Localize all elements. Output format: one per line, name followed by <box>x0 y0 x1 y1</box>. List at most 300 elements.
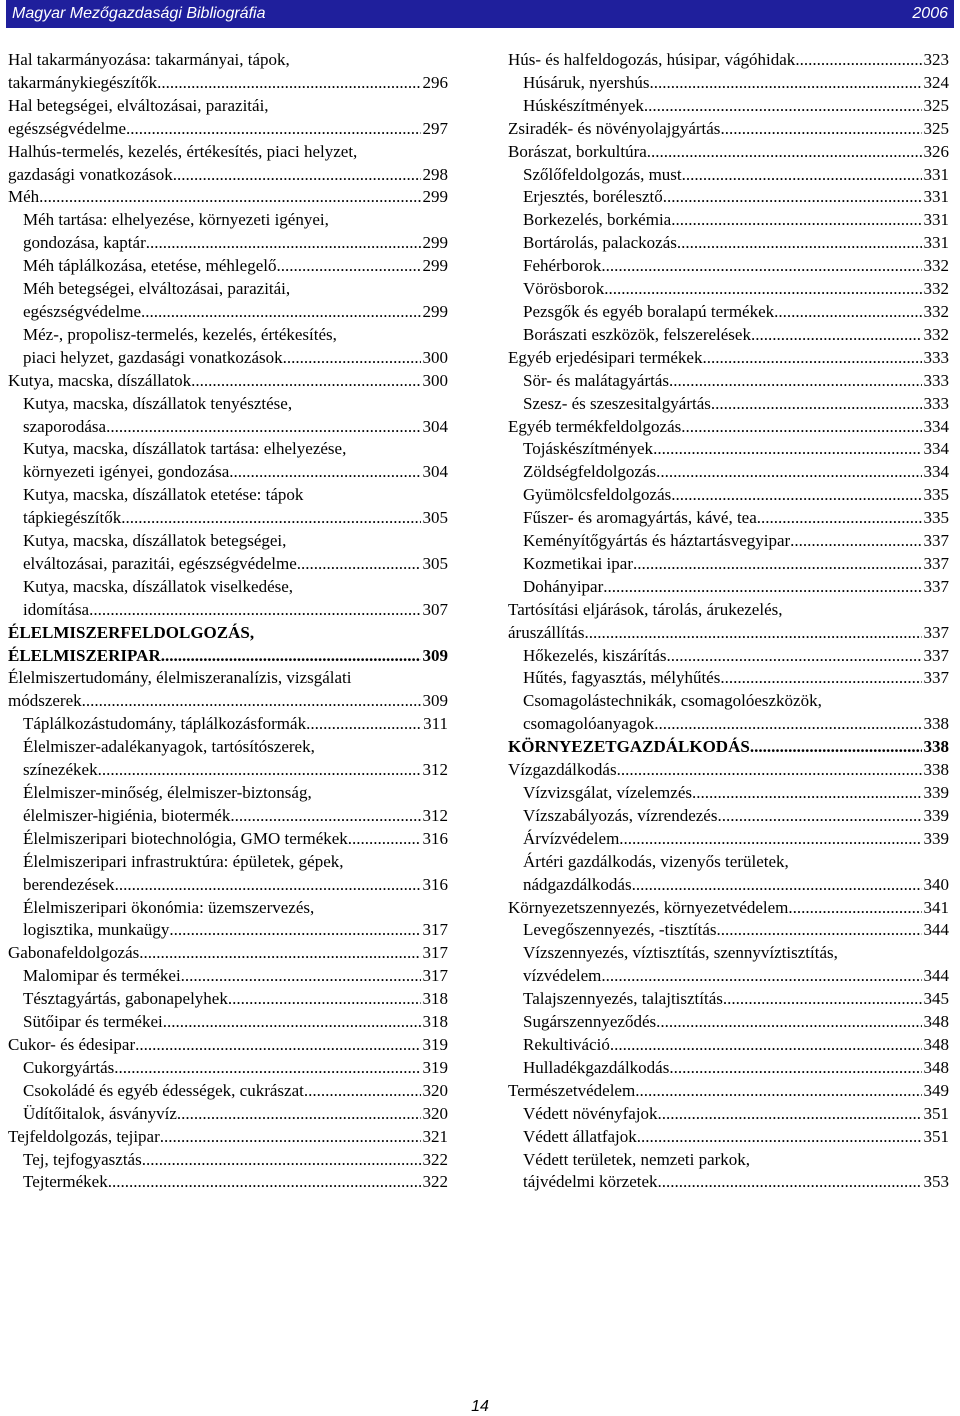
toc-entry-text: Borkezelés, borkémia <box>523 210 672 230</box>
dot-leader <box>692 782 922 805</box>
toc-entry-text: Levegőszennyezés, -tisztítás <box>523 920 717 940</box>
dot-leader <box>669 370 922 393</box>
page-header <box>6 0 954 28</box>
toc-entry-page: 311 <box>423 714 448 734</box>
toc-entry-page: 318 <box>422 1012 448 1032</box>
dot-leader <box>230 805 420 828</box>
dot-leader <box>181 965 421 988</box>
toc-entry-page: 299 <box>422 301 448 321</box>
toc-entry <box>8 49 448 95</box>
toc-entry-text: egészségvédelme <box>8 118 126 138</box>
toc-entry <box>8 370 448 393</box>
toc-entry-page: 300 <box>422 347 448 367</box>
dot-leader <box>717 919 922 942</box>
dot-leader <box>751 324 922 347</box>
toc-entry <box>508 828 949 851</box>
toc-entry-text: Méh tartása: elhelyezése, környezeti igényei, <box>23 210 329 230</box>
dot-leader <box>160 1126 421 1149</box>
toc-entry-page: 317 <box>422 943 448 963</box>
toc-entry-page: 316 <box>422 828 448 848</box>
toc-entry-page: 338 <box>923 760 949 780</box>
dot-leader <box>276 255 420 278</box>
dot-leader <box>98 759 421 782</box>
dot-leader <box>173 164 421 187</box>
toc-entry-page: 325 <box>923 118 949 138</box>
dot-leader <box>681 416 921 439</box>
dot-leader <box>584 622 921 645</box>
toc-entry-text: Szőlőfeldolgozás, must <box>523 164 682 184</box>
dot-leader <box>717 805 921 828</box>
toc-entry-page: 305 <box>422 508 448 528</box>
toc-entry-text: Borászati eszközök, felszerelések <box>523 324 751 344</box>
dot-leader <box>632 874 922 897</box>
toc-entry <box>508 1034 949 1057</box>
toc-entry-page: 334 <box>923 462 949 482</box>
toc-entry-text: Sütőipar és termékei <box>23 1012 163 1032</box>
toc-entry-page: 331 <box>923 233 949 253</box>
toc-entry-page: 334 <box>923 416 949 436</box>
toc-entry <box>508 919 949 942</box>
toc-entry <box>8 1149 448 1172</box>
toc-entry-page: 344 <box>923 966 949 986</box>
toc-entry-page: 337 <box>923 553 949 573</box>
toc-entry-text: Ártéri gazdálkodás, vizenyős területek, <box>523 851 789 871</box>
toc-entry-page: 348 <box>923 1012 949 1032</box>
toc-entry-text: Rekultiváció <box>523 1034 610 1054</box>
dot-leader <box>115 874 421 897</box>
dot-leader <box>667 645 922 668</box>
toc-entry-page: 318 <box>422 989 448 1009</box>
toc-entry-page: 338 <box>923 714 949 734</box>
toc-entry-text: Vízszabályozás, vízrendezés <box>523 805 718 825</box>
toc-entry-text: Méh táplálkozása, etetése, méhlegelő <box>23 256 277 276</box>
toc-entry-page: 332 <box>923 324 949 344</box>
toc-entry-text: nádgazdálkodás <box>523 874 632 894</box>
dot-leader <box>669 1057 921 1080</box>
toc-entry-text: színezékek <box>23 760 98 780</box>
toc-entry-page: 299 <box>422 187 448 207</box>
toc-entry-page: 326 <box>923 141 949 161</box>
toc-entry-text: Védett állatfajok <box>523 1126 637 1146</box>
toc-entry-text: Fehérborok <box>523 256 602 276</box>
toc-entry-text: Kutya, macska, díszállatok betegségei, <box>23 531 287 551</box>
toc-entry-page: 337 <box>923 622 949 642</box>
dot-leader <box>82 690 421 713</box>
toc-entry-text: Tartósítási eljárások, tárolás, árukezelés, <box>508 599 783 619</box>
toc-entry-page: 331 <box>923 164 949 184</box>
toc-entry <box>508 416 949 439</box>
dot-leader <box>723 988 922 1011</box>
dot-leader <box>671 209 921 232</box>
page-number: 14 <box>471 1398 489 1415</box>
toc-entry-page: 339 <box>923 805 949 825</box>
toc-entry-text: Borászat, borkultúra <box>508 141 647 161</box>
dot-leader <box>610 1034 922 1057</box>
dot-leader <box>774 301 921 324</box>
toc-entry <box>8 1011 448 1034</box>
toc-entry-page: 299 <box>422 233 448 253</box>
toc-entry-page: 309 <box>422 645 448 665</box>
toc-entry-text: Szesz- és szeszesitalgyártás <box>523 393 711 413</box>
toc-entry-page: 320 <box>422 1103 448 1123</box>
dot-leader <box>142 1149 421 1172</box>
toc-entry <box>8 782 448 828</box>
toc-entry <box>508 1080 949 1103</box>
toc-entry-text: Természetvédelem <box>508 1080 636 1100</box>
toc-entry <box>508 438 949 461</box>
toc-entry-page: 353 <box>923 1172 949 1192</box>
toc-entry <box>8 713 448 736</box>
toc-entry-text: Méz-, propolisz-termelés, kezelés, értékesítés, <box>23 324 337 344</box>
toc-entry <box>508 141 949 164</box>
toc-entry-text: Védett növényfajok <box>523 1103 658 1123</box>
dot-leader <box>790 530 921 553</box>
toc-entry <box>8 1103 448 1126</box>
toc-entry-page: 351 <box>923 1103 949 1123</box>
toc-entry-text: Zsiradék- és növényolajgyártás <box>508 118 721 138</box>
dot-leader <box>229 461 420 484</box>
dot-leader <box>682 164 922 187</box>
toc-entry-text: Árvízvédelem <box>523 828 620 848</box>
toc-entry <box>508 599 949 645</box>
dot-leader <box>39 186 420 209</box>
toc-entry <box>508 164 949 187</box>
toc-entry-text: Csomagolástechnikák, csomagolóeszközök, <box>523 691 822 711</box>
toc-entry-text: gazdasági vonatkozások <box>8 164 173 184</box>
toc-entry <box>508 1126 949 1149</box>
dot-leader <box>191 370 420 393</box>
toc-entry-page: 324 <box>923 72 949 92</box>
toc-entry <box>508 942 949 988</box>
dot-leader <box>306 713 421 736</box>
toc-entry-text: Vízvizsgálat, vízelemzés <box>523 783 692 802</box>
dot-leader <box>757 507 922 530</box>
toc-entry-text: egészségvédelme <box>23 301 141 321</box>
toc-entry <box>508 507 949 530</box>
dot-leader <box>650 72 922 95</box>
toc-entry-page: 348 <box>923 1057 949 1077</box>
toc-entry-page: 331 <box>923 210 949 230</box>
toc-entry-page: 339 <box>923 783 949 802</box>
toc-entry <box>508 645 949 668</box>
toc-entry-page: 312 <box>422 805 448 825</box>
toc-entry-text: Védett területek, nemzeti parkok, <box>523 1149 751 1169</box>
toc-entry <box>508 461 949 484</box>
dot-leader <box>635 1080 921 1103</box>
toc-entry <box>508 347 949 370</box>
dot-leader <box>658 1171 922 1194</box>
dot-leader <box>658 1103 922 1126</box>
toc-entry-text: Tejfeldolgozás, tejipar <box>8 1126 160 1146</box>
toc-entry <box>8 851 448 897</box>
toc-entry-text: Cukorgyártás <box>23 1057 115 1077</box>
toc-entry-page: 297 <box>422 118 448 138</box>
toc-entry <box>508 897 949 920</box>
toc-entry <box>508 95 949 118</box>
toc-entry-page: 333 <box>923 347 949 367</box>
toc-entry-text: Vízszennyezés, víztisztítás, szennyvíztisztítás, <box>523 943 838 963</box>
toc-entry-page: 344 <box>923 920 949 940</box>
toc-entry-page: 304 <box>422 416 448 436</box>
toc-entry-text: Gabonafeldolgozás <box>8 943 140 963</box>
toc-entry-text: Élelmiszer-adalékanyagok, tartósítószerek, <box>23 737 315 757</box>
dot-leader <box>139 942 420 965</box>
toc-entry-text: Hőkezelés, kiszárítás <box>523 645 667 665</box>
toc-entry-text: tápkiegészítők <box>23 508 122 528</box>
toc-entry <box>508 1057 949 1080</box>
toc-entry-page: 298 <box>422 164 448 184</box>
dot-leader <box>163 1011 421 1034</box>
toc-entry-text: Üdítőitalok, ásványvíz <box>23 1103 177 1123</box>
dot-leader <box>654 713 921 736</box>
toc-entry-text: takarmánykiegészítők <box>8 72 158 92</box>
toc-entry <box>8 278 448 324</box>
toc-entry-text: Sugárszennyeződés <box>523 1012 657 1032</box>
dot-leader <box>795 49 921 72</box>
toc-entry <box>8 965 448 988</box>
dot-leader <box>644 95 922 118</box>
dot-leader <box>604 278 921 301</box>
toc-entry <box>508 232 949 255</box>
dot-leader <box>671 484 921 507</box>
toc-entry-text: Erjesztés, borélesztő <box>523 187 663 207</box>
toc-entry-text: piaci helyzet, gazdasági vonatkozások <box>23 347 283 367</box>
toc-entry <box>8 324 448 370</box>
toc-entry <box>8 1034 448 1057</box>
toc-entry-page: 337 <box>923 576 949 596</box>
dot-leader <box>663 186 922 209</box>
dot-leader <box>711 393 922 416</box>
toc-entry-text: Fűszer- és aromagyártás, kávé, tea <box>523 508 757 528</box>
toc-entry-text: Halhús-termelés, kezelés, értékesítés, piaci helyzet, <box>8 141 358 161</box>
dot-leader <box>603 576 921 599</box>
toc-entry <box>8 667 448 713</box>
toc-entry <box>508 484 949 507</box>
dot-leader <box>106 416 420 439</box>
dot-leader <box>126 118 421 141</box>
toc-entry-page: 325 <box>923 95 949 115</box>
dot-leader <box>348 828 421 851</box>
toc-entry-page: 316 <box>422 874 448 894</box>
toc-entry <box>8 209 448 255</box>
toc-entry-text: Tejtermékek <box>23 1172 108 1192</box>
toc-entry-text: KÖRNYEZETGAZDÁLKODÁS <box>508 737 750 757</box>
dot-leader <box>161 645 421 668</box>
toc-entry-page: 317 <box>422 966 448 986</box>
toc-entry-page: 309 <box>422 691 448 711</box>
dot-leader <box>141 301 421 324</box>
toc-entry-text: Csokoládé és egyéb édességek, cukrászat <box>23 1080 304 1100</box>
toc-entry <box>508 324 949 347</box>
toc-entry-text: Tojáskészítmények <box>523 439 654 459</box>
dot-leader <box>647 141 922 164</box>
dot-leader <box>617 759 922 782</box>
toc-entry-text: Kutya, macska, díszállatok tartása: elhelyezése, <box>23 439 347 459</box>
toc-entry-page: 332 <box>923 256 949 276</box>
toc-entry-text: Hal betegségei, elváltozásai, parazitái, <box>8 95 269 115</box>
dot-leader <box>656 461 921 484</box>
toc-entry <box>8 141 448 187</box>
dot-leader <box>601 255 921 278</box>
toc-entry <box>8 576 448 622</box>
toc-entry-page: 322 <box>422 1172 448 1192</box>
toc-entry-text: Tej, tejfogyasztás <box>23 1149 142 1169</box>
toc-entry <box>508 278 949 301</box>
toc-entry-text: Hús- és halfeldogozás, húsipar, vágóhidak <box>508 50 796 69</box>
toc-entry <box>508 782 949 805</box>
dot-leader <box>677 232 922 255</box>
toc-entry-page: 319 <box>422 1057 448 1077</box>
toc-entry-page: 321 <box>422 1126 448 1146</box>
toc-entry-page: 300 <box>422 370 448 390</box>
dot-leader <box>121 507 420 530</box>
toc-entry <box>8 622 448 668</box>
toc-entry-page: 345 <box>923 989 949 1009</box>
toc-entry-text: Kutya, macska, díszállatok etetése: tápok <box>23 485 304 505</box>
dot-leader <box>297 553 421 576</box>
toc-entry <box>508 690 949 736</box>
dot-leader <box>720 667 921 690</box>
toc-entry-text: Bortárolás, palackozás <box>523 233 677 253</box>
toc-entry <box>8 530 448 576</box>
dot-leader <box>114 1057 420 1080</box>
toc-entry-text: Élelmiszeripari ökonómia: üzemszervezés, <box>23 897 315 917</box>
toc-entry-page: 299 <box>422 256 448 276</box>
toc-entry-page: 335 <box>923 508 949 528</box>
toc-entry-page: 348 <box>923 1034 949 1054</box>
toc-entry-page: 304 <box>422 462 448 482</box>
toc-entry-text: Vízgazdálkodás <box>508 760 617 780</box>
toc-entry-page: 307 <box>422 599 448 619</box>
toc-entry-text: Malomipar és termékei <box>23 966 181 986</box>
toc-entry-text: Dohányipar <box>523 576 604 596</box>
toc-entry-page: 319 <box>422 1034 448 1054</box>
toc-entry-text: tájvédelmi körzetek <box>523 1172 658 1192</box>
toc-entry-page: 349 <box>923 1080 949 1100</box>
toc-entry-text: Hűtés, fagyasztás, mélyhűtés <box>523 668 721 688</box>
toc-entry-page: 296 <box>422 72 448 92</box>
dot-leader <box>89 599 420 622</box>
toc-entry-text: Hal takarmányozása: takarmányai, tápok, <box>8 50 290 69</box>
toc-entry-text: Élelmiszer-minőség, élelmiszer-biztonság, <box>23 783 312 802</box>
toc-entry <box>8 438 448 484</box>
toc-entry <box>508 851 949 897</box>
toc-entry-page: 332 <box>923 301 949 321</box>
toc-entry-page: 337 <box>923 645 949 665</box>
toc-entry <box>508 805 949 828</box>
dot-leader <box>283 347 421 370</box>
toc-entry-text: élelmiszer-higiénia, biotermék <box>23 805 231 825</box>
toc-entry-text: Környezetszennyezés, környezetvédelem <box>508 897 789 917</box>
toc-entry-page: 333 <box>923 370 949 390</box>
toc-entry-page: 312 <box>422 760 448 780</box>
toc-entry <box>508 576 949 599</box>
toc-entry-page: 335 <box>923 485 949 505</box>
toc-entry-text: Hulladékgazdálkodás <box>523 1057 670 1077</box>
toc-entry <box>508 370 949 393</box>
toc-entry-text: elváltozásai, parazitái, egészségvédelme <box>23 553 297 573</box>
toc-entry-page: 333 <box>923 393 949 413</box>
toc-entry-text: Vörösborok <box>523 279 605 299</box>
toc-entry-page: 339 <box>923 828 949 848</box>
toc-entry <box>8 1126 448 1149</box>
toc-entry-text: vízvédelem <box>523 966 602 986</box>
toc-entry <box>508 667 949 690</box>
toc-entry-page: 337 <box>923 531 949 551</box>
toc-entry <box>8 1080 448 1103</box>
toc-entry <box>8 393 448 439</box>
dot-leader <box>169 919 420 942</box>
toc-entry <box>508 759 949 782</box>
toc-entry <box>8 255 448 278</box>
toc-entry <box>8 1057 448 1080</box>
toc-entry-text: környezeti igényei, gondozása <box>23 462 230 482</box>
toc-entry-text: Tésztagyártás, gabonapelyhek <box>23 989 228 1009</box>
toc-entry <box>8 736 448 782</box>
toc-entry-text: Méh <box>8 187 40 207</box>
toc-entry-text: Húsáruk, nyershús <box>523 72 650 92</box>
toc-entry <box>8 186 448 209</box>
toc-entry <box>8 942 448 965</box>
toc-entry <box>508 49 949 72</box>
toc-entry-text: Kutya, macska, díszállatok <box>8 370 192 390</box>
toc-entry-text: Keményítőgyártás és háztartásvegyipar <box>523 531 791 551</box>
toc-entry-page: 331 <box>923 187 949 207</box>
toc-entry <box>8 95 448 141</box>
toc-entry-page: 323 <box>923 50 949 69</box>
toc-entry-text: Egyéb erjedésipari termékek <box>508 347 703 367</box>
dot-leader <box>750 736 922 759</box>
dot-leader <box>702 347 921 370</box>
toc-entry <box>508 209 949 232</box>
toc-entry-text: Élelmiszertudomány, élelmiszeranalízis, vizsgálati <box>8 668 352 688</box>
toc-entry-text: Húskészítmények <box>523 95 644 115</box>
dot-leader <box>619 828 921 851</box>
toc-entry-text: Élelmiszeripari infrastruktúra: épületek, gépek, <box>23 851 344 871</box>
toc-entry-text: csomagolóanyagok <box>523 714 655 734</box>
toc-entry-page: 334 <box>923 439 949 459</box>
toc-entry-text: Kutya, macska, díszállatok viselkedése, <box>23 576 294 596</box>
toc-entry <box>508 553 949 576</box>
toc-entry <box>8 828 448 851</box>
toc-entry-text: Talajszennyezés, talajtisztítás <box>523 989 723 1009</box>
toc-entry-text: idomítása <box>23 599 90 619</box>
toc-entry-text: gondozása, kaptár <box>23 233 146 253</box>
toc-entry <box>8 988 448 1011</box>
toc-entry <box>8 484 448 530</box>
toc-entry <box>508 988 949 1011</box>
dot-leader <box>177 1103 421 1126</box>
toc-entry <box>508 186 949 209</box>
header-year: 2006 <box>912 5 948 22</box>
header-title: Magyar Mezőgazdasági Bibliográfia <box>12 5 266 22</box>
toc-entry-text: szaporodása <box>23 416 107 436</box>
toc-entry <box>508 1103 949 1126</box>
dot-leader <box>720 118 921 141</box>
toc-right-column <box>508 49 949 1194</box>
dot-leader <box>633 553 922 576</box>
toc-entry-text: logisztika, munkaügy <box>23 920 170 940</box>
toc-entry-text: Pezsgők és egyéb boralapú termékek <box>523 301 775 321</box>
toc-entry <box>8 897 448 943</box>
toc-entry-page: 337 <box>923 668 949 688</box>
dot-leader <box>656 1011 921 1034</box>
toc-left-column <box>8 49 448 1194</box>
toc-entry-page: 305 <box>422 553 448 573</box>
toc-entry-text: Egyéb termékfeldolgozás <box>508 416 682 436</box>
dot-leader <box>653 438 921 461</box>
toc-entry <box>508 530 949 553</box>
